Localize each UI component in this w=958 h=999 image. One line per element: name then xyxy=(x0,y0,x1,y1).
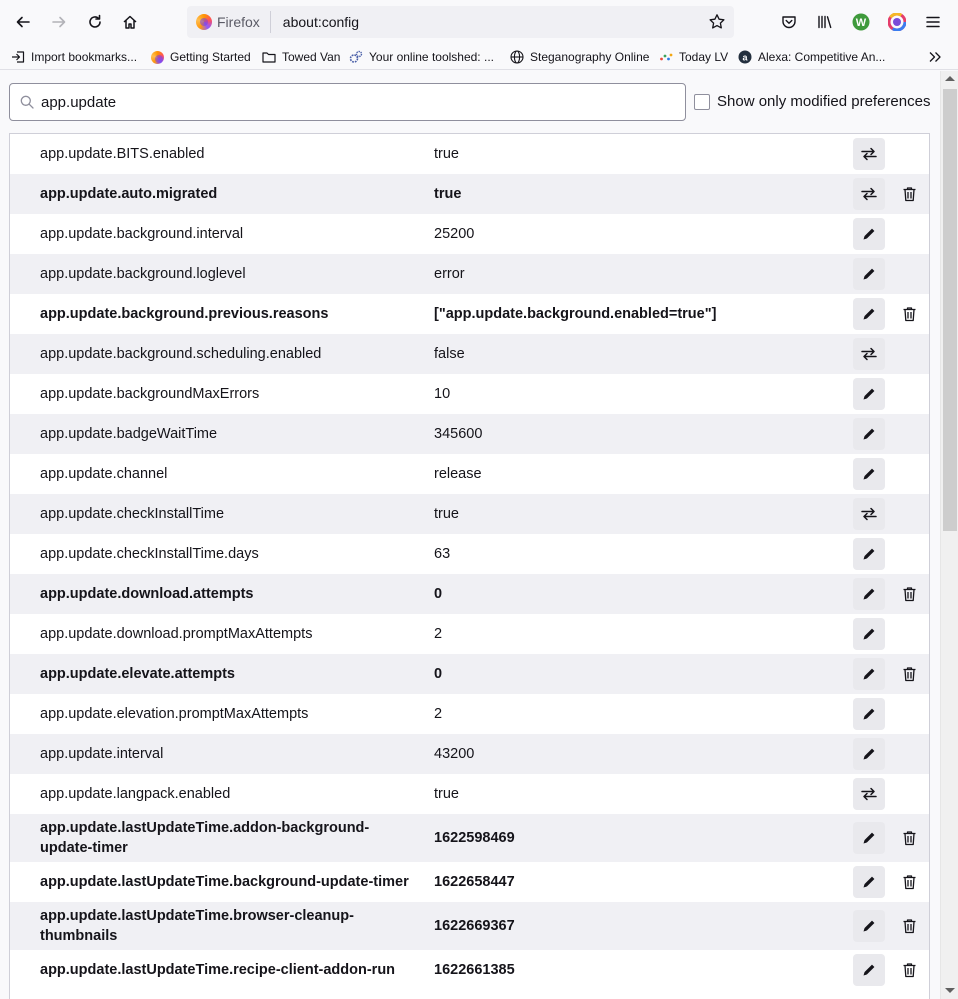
delete-button[interactable] xyxy=(893,822,925,854)
preference-name: app.update.auto.migrated xyxy=(40,186,218,202)
toggle-button[interactable] xyxy=(853,498,885,530)
delete-button[interactable] xyxy=(893,178,925,210)
preference-value: false xyxy=(434,346,465,362)
scrollbar-thumb[interactable] xyxy=(943,89,957,531)
library-icon xyxy=(817,14,833,30)
folder-icon xyxy=(262,50,276,64)
delete-button[interactable] xyxy=(893,954,925,986)
delete-button[interactable] xyxy=(893,910,925,942)
toggle-icon xyxy=(861,786,877,802)
dots-icon xyxy=(659,50,673,64)
toggle-button[interactable] xyxy=(853,138,885,170)
preference-value: ["app.update.background.enabled=true"] xyxy=(434,306,717,322)
svg-text:a: a xyxy=(742,52,748,63)
bookmark-label: Import bookmarks... xyxy=(31,50,138,64)
delete-trash-icon xyxy=(902,186,917,202)
edit-pencil-icon xyxy=(861,666,877,682)
toggle-icon xyxy=(861,346,877,362)
svg-text:W: W xyxy=(855,17,867,29)
search-input[interactable] xyxy=(41,84,671,120)
preference-name: app.update.lastUpdateTime.recipe-client-addon-run xyxy=(40,962,396,978)
edit-button[interactable] xyxy=(853,418,885,450)
edit-pencil-icon xyxy=(861,426,877,442)
bookmark-label: Today LV xyxy=(679,50,729,64)
preference-row[interactable] xyxy=(10,814,929,862)
preference-name: app.update.download.attempts xyxy=(40,586,254,602)
pocket-button[interactable] xyxy=(775,8,803,36)
bookmark-label: Towed Van xyxy=(282,50,341,64)
pocket-icon xyxy=(781,14,797,30)
preference-row[interactable] xyxy=(10,902,929,950)
preference-value: 0 xyxy=(434,666,443,682)
edit-button[interactable] xyxy=(853,298,885,330)
preference-value: 345600 xyxy=(434,426,483,442)
preference-name: app.update.elevate.attempts xyxy=(40,666,235,682)
edit-button[interactable] xyxy=(853,658,885,690)
page-scrollbar[interactable] xyxy=(940,71,958,999)
back-button[interactable] xyxy=(9,8,37,36)
preference-name: app.update.elevation.promptMaxAttempts xyxy=(40,706,309,722)
reload-icon xyxy=(87,14,103,30)
edit-pencil-icon xyxy=(861,706,877,722)
alexa-icon xyxy=(738,50,752,64)
preference-row[interactable] xyxy=(10,694,929,734)
bookmark-label: Alexa: Competitive An... xyxy=(758,50,886,64)
delete-trash-icon xyxy=(902,586,917,602)
preference-row[interactable] xyxy=(10,414,929,454)
preference-name: app.update.lastUpdateTime.background-update-timer xyxy=(40,874,409,890)
preference-row[interactable] xyxy=(10,334,929,374)
preference-row[interactable] xyxy=(10,734,929,774)
delete-button[interactable] xyxy=(893,578,925,610)
preference-name: app.update.download.promptMaxAttempts xyxy=(40,626,313,642)
preference-row[interactable] xyxy=(10,214,929,254)
url-text[interactable]: about:config xyxy=(282,14,360,30)
edit-pencil-icon xyxy=(861,306,877,322)
edit-pencil-icon xyxy=(861,746,877,762)
edit-pencil-icon xyxy=(861,626,877,642)
firefox-logo-icon xyxy=(196,14,212,30)
extension-w-button[interactable] xyxy=(847,8,875,36)
preference-value: 63 xyxy=(434,546,451,562)
navigation-toolbar xyxy=(0,0,958,44)
preference-name: app.update.background.previous.reasons xyxy=(40,306,329,322)
back-arrow-icon xyxy=(15,14,31,30)
edit-pencil-icon xyxy=(861,386,877,402)
preference-value: 2 xyxy=(434,626,443,642)
preference-row[interactable] xyxy=(10,774,929,814)
edit-pencil-icon xyxy=(861,874,877,890)
preference-value: 10 xyxy=(434,386,451,402)
preference-name: app.update.langpack.enabled xyxy=(40,786,231,802)
edit-button[interactable] xyxy=(853,738,885,770)
preference-row[interactable] xyxy=(10,374,929,414)
preference-value: error xyxy=(434,266,465,282)
preference-row[interactable] xyxy=(10,950,929,990)
bookmark-item[interactable] xyxy=(262,48,340,66)
delete-trash-icon xyxy=(902,306,917,322)
preference-name: app.update.lastUpdateTime.browser-cleanup-thumbnails xyxy=(40,908,354,944)
forward-button[interactable] xyxy=(45,8,73,36)
toggle-button[interactable] xyxy=(853,778,885,810)
preference-value: true xyxy=(434,506,459,522)
edit-button[interactable] xyxy=(853,866,885,898)
preference-value: release xyxy=(434,466,482,482)
preference-search-box[interactable] xyxy=(9,83,686,121)
edit-button[interactable] xyxy=(853,618,885,650)
preference-value: true xyxy=(434,146,459,162)
search-icon xyxy=(20,95,34,109)
delete-button[interactable] xyxy=(893,298,925,330)
bookmark-label: Your online toolshed: ... xyxy=(369,50,494,64)
edit-button[interactable] xyxy=(853,954,885,986)
edit-button[interactable] xyxy=(853,578,885,610)
bookmark-item[interactable] xyxy=(349,48,494,66)
toggle-icon xyxy=(861,506,877,522)
preference-value: 0 xyxy=(434,586,443,602)
preference-row[interactable] xyxy=(10,614,929,654)
preference-name: app.update.background.interval xyxy=(40,226,244,242)
bookmarks-toolbar xyxy=(0,44,958,70)
preference-name: app.update.background.loglevel xyxy=(40,266,246,282)
preference-value: 1622658447 xyxy=(434,874,515,890)
preference-value: 1622661385 xyxy=(434,962,515,978)
delete-trash-icon xyxy=(902,830,917,846)
bookmark-star-icon[interactable] xyxy=(708,13,726,31)
preference-name: app.update.backgroundMaxErrors xyxy=(40,386,260,402)
import-icon xyxy=(11,50,25,64)
edit-button[interactable] xyxy=(853,822,885,854)
globe-icon xyxy=(510,50,524,64)
address-bar[interactable] xyxy=(187,6,734,38)
edit-pencil-icon xyxy=(861,546,877,562)
bookmarks-overflow-button[interactable] xyxy=(928,48,942,66)
delete-button[interactable] xyxy=(893,658,925,690)
preference-row[interactable] xyxy=(10,254,929,294)
scroll-down-arrow-icon[interactable] xyxy=(945,988,955,993)
preference-name: app.update.lastUpdateTime.addon-background-update-timer xyxy=(40,820,370,856)
edit-pencil-icon xyxy=(861,586,877,602)
bookmark-item[interactable] xyxy=(150,48,251,66)
edit-pencil-icon xyxy=(861,466,877,482)
preference-row[interactable] xyxy=(10,494,929,534)
bookmark-item[interactable] xyxy=(659,48,728,66)
preference-value: 1622598469 xyxy=(434,830,515,846)
show-modified-checkbox[interactable] xyxy=(694,94,710,110)
identity-box[interactable] xyxy=(196,11,271,33)
color-extension-icon xyxy=(888,13,906,31)
preference-row[interactable] xyxy=(10,174,929,214)
edit-pencil-icon xyxy=(861,266,877,282)
preference-value: true xyxy=(434,786,459,802)
preference-value: 43200 xyxy=(434,746,475,762)
hamburger-menu-icon xyxy=(925,14,941,30)
preference-value: 1622669367 xyxy=(434,918,515,934)
preference-name: app.update.badgeWaitTime xyxy=(40,426,218,442)
edit-button[interactable] xyxy=(853,698,885,730)
edit-button[interactable] xyxy=(853,378,885,410)
show-modified-toggle[interactable] xyxy=(694,93,930,110)
app-menu-button[interactable] xyxy=(919,8,947,36)
bookmark-label: Steganography Online xyxy=(530,50,650,64)
preference-row[interactable] xyxy=(10,574,929,614)
home-icon xyxy=(122,14,138,30)
toggle-icon xyxy=(861,146,877,162)
forward-arrow-icon xyxy=(51,14,67,30)
edit-button[interactable] xyxy=(853,258,885,290)
bookmark-item[interactable] xyxy=(738,48,885,66)
preference-row[interactable] xyxy=(10,134,929,174)
bookmark-item[interactable] xyxy=(510,48,649,66)
firefox-icon xyxy=(150,50,164,64)
preference-value: 2 xyxy=(434,706,443,722)
about-config-page xyxy=(0,71,940,999)
preference-name: app.update.checkInstallTime.days xyxy=(40,546,259,562)
bookmark-label: Getting Started xyxy=(170,50,251,64)
show-modified-label: Show only modified preferences xyxy=(717,93,931,110)
chevron-double-right-icon xyxy=(928,50,942,64)
preference-row[interactable] xyxy=(10,862,929,902)
delete-trash-icon xyxy=(902,666,917,682)
preference-name: app.update.interval xyxy=(40,746,164,762)
delete-trash-icon xyxy=(902,962,917,978)
preference-row[interactable] xyxy=(10,454,929,494)
edit-pencil-icon xyxy=(861,918,877,934)
edit-button[interactable] xyxy=(853,458,885,490)
preference-row[interactable] xyxy=(10,534,929,574)
edit-button[interactable] xyxy=(853,910,885,942)
gears-icon xyxy=(349,50,363,64)
preference-row[interactable] xyxy=(10,654,929,694)
preference-name: app.update.background.scheduling.enabled xyxy=(40,346,322,362)
toggle-button[interactable] xyxy=(853,178,885,210)
toggle-button[interactable] xyxy=(853,338,885,370)
edit-button[interactable] xyxy=(853,538,885,570)
edit-pencil-icon xyxy=(861,830,877,846)
home-button[interactable] xyxy=(116,8,144,36)
edit-pencil-icon xyxy=(861,962,877,978)
edit-pencil-icon xyxy=(861,226,877,242)
scroll-up-arrow-icon[interactable] xyxy=(945,76,955,81)
preference-row[interactable] xyxy=(10,294,929,334)
delete-trash-icon xyxy=(902,918,917,934)
preference-value: true xyxy=(434,186,462,202)
edit-button[interactable] xyxy=(853,218,885,250)
preferences-table xyxy=(9,133,930,999)
extension-color-button[interactable] xyxy=(883,8,911,36)
toggle-icon xyxy=(861,186,877,202)
delete-trash-icon xyxy=(902,874,917,890)
preference-name: app.update.BITS.enabled xyxy=(40,146,205,162)
bookmark-item[interactable] xyxy=(11,48,137,66)
preference-name: app.update.checkInstallTime xyxy=(40,506,225,522)
library-button[interactable] xyxy=(811,8,839,36)
preference-value: 25200 xyxy=(434,226,475,242)
preference-name: app.update.channel xyxy=(40,466,168,482)
w-extension-icon xyxy=(852,13,870,31)
delete-button[interactable] xyxy=(893,866,925,898)
reload-button[interactable] xyxy=(81,8,109,36)
identity-label: Firefox xyxy=(217,14,260,30)
